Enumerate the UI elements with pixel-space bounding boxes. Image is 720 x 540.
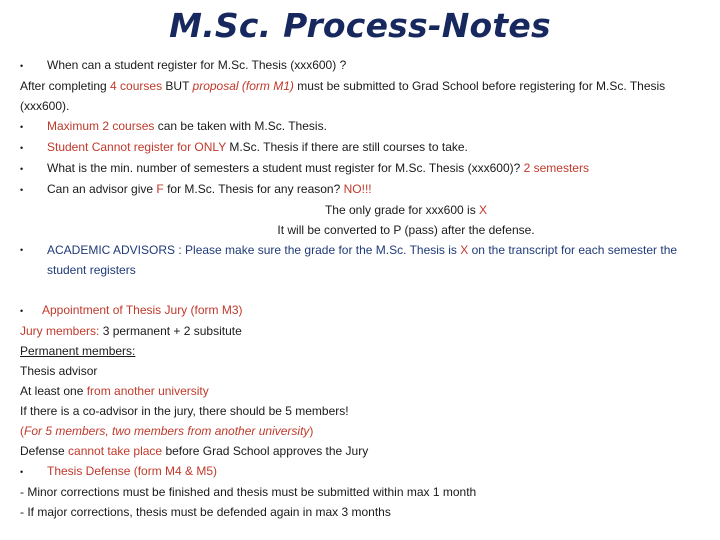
bullet-icon: •: [20, 61, 24, 71]
answer-register: After completing 4 courses BUT proposal (form M1) must be submitted to Grad School before registering for M.Sc. Thesis (xxx600).: [20, 79, 666, 113]
academic-advisors-item: • ACADEMIC ADVISORS : Please make sure the grade for the M.Sc. Thesis is X on the transcript for each semester the student registers: [20, 240, 712, 280]
permanent-members-label: Permanent members:: [20, 344, 136, 358]
bullet-icon: •: [20, 306, 24, 316]
min-semesters-item: • What is the min. number of semesters a student must register for M.Sc. Thesis (xxx600)? 2 semesters: [20, 158, 712, 179]
jury-heading: • Appointment of Thesis Jury (form M3): [20, 300, 712, 321]
only-grade-line: The only grade for xxx600 is X: [324, 203, 488, 217]
only-thesis-item: • Student Cannot register for ONLY M.Sc. Thesis if there are still courses to take.: [20, 137, 712, 158]
advisor-f-item: • Can an advisor give F for M.Sc. Thesis for any reason? NO!!!: [20, 179, 712, 200]
five-members-note: (For 5 members, two members from another university): [20, 424, 314, 438]
at-least-one: At least one from another university: [20, 384, 209, 398]
converted-line: It will be converted to P (pass) after the defense.: [277, 223, 535, 237]
notes-body: [20, 55, 712, 522]
bullet-icon: •: [20, 164, 24, 174]
thesis-advisor: Thesis advisor: [20, 364, 98, 378]
defense-approval: Defense cannot take place before Grad School approves the Jury: [20, 444, 369, 458]
max-courses-item: • Maximum 2 courses can be taken with M.Sc. Thesis.: [20, 116, 712, 137]
bullet-icon: •: [20, 467, 24, 477]
bullet-icon: •: [20, 245, 24, 255]
bullet-icon: •: [20, 143, 24, 153]
question-register: • When can a student register for M.Sc. Thesis (xxx600) ?: [20, 55, 712, 76]
co-advisor-note: If there is a co-advisor in the jury, there should be 5 members!: [20, 404, 349, 418]
jury-members: Jury members: 3 permanent + 2 subsitute: [20, 324, 242, 338]
bullet-icon: •: [20, 185, 24, 195]
bullet-icon: •: [20, 122, 24, 132]
minor-corrections: - Minor corrections must be finished and thesis must be submitted within max 1 month: [20, 485, 477, 499]
page-title: M.Sc. Process-Notes: [169, 6, 551, 45]
major-corrections: - If major corrections, thesis must be defended again in max 3 months: [20, 505, 391, 519]
defense-heading: • Thesis Defense (form M4 & M5): [20, 461, 712, 482]
